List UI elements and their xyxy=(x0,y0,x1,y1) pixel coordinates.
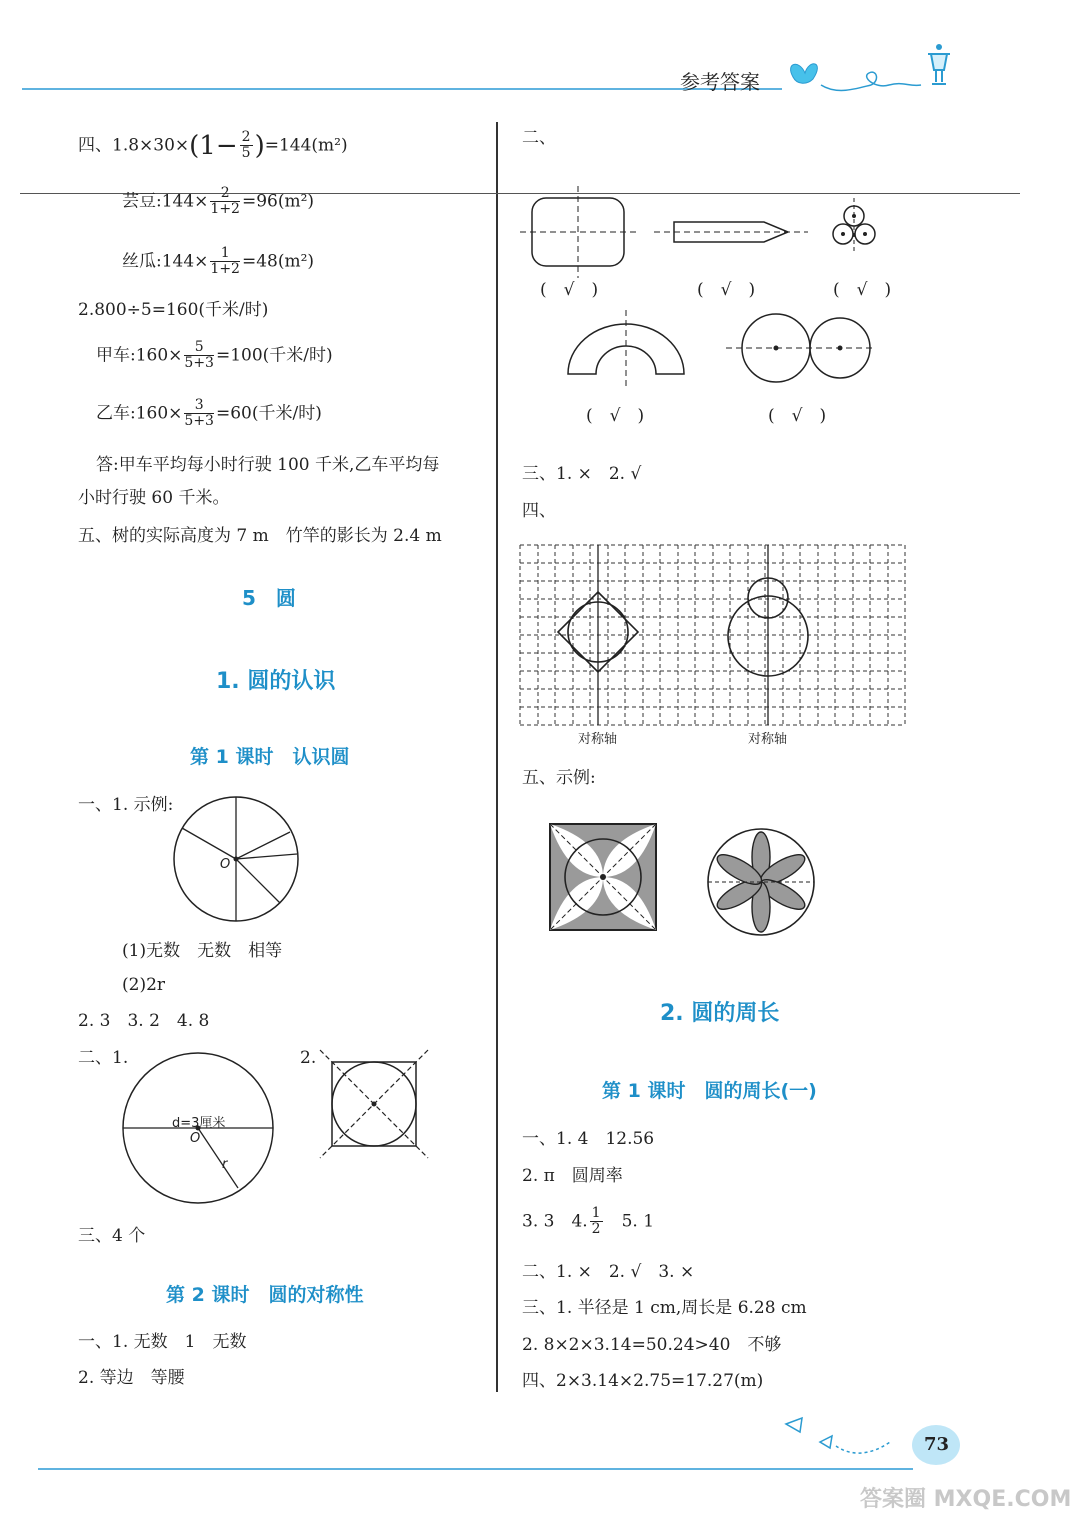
r-s5: 五、示例: xyxy=(522,768,596,788)
check-2: ( √ ) xyxy=(697,280,756,300)
footer-rule xyxy=(38,1468,913,1470)
r-q2: 2. π 圆周率 xyxy=(522,1166,623,1186)
l2-q1: 一、1. 无数 1 无数 xyxy=(78,1332,247,1352)
r-s2b: 二、1. × 2. √ 3. × xyxy=(522,1262,695,1282)
lesson2-title: 第 2 课时 圆的对称性 xyxy=(166,1284,364,1306)
center-o-label: O xyxy=(190,1131,201,1146)
r-s3b: 三、1. 半径是 1 cm,周长是 6.28 cm xyxy=(522,1298,807,1318)
car-b: 乙车:160× $\frac{3}{5+3}$ =60(千米/时) xyxy=(96,397,322,430)
l1-s2-q2: 2. xyxy=(300,1048,317,1068)
s5-answer: 五、树的实际高度为 7 m 竹竿的影长为 2.4 m xyxy=(78,526,442,546)
chapter-title: 5 圆 xyxy=(242,586,296,610)
lamp-icon xyxy=(922,42,956,92)
column-divider xyxy=(496,122,498,1392)
circle-radii-figure xyxy=(168,796,304,926)
l2-q2: 2. 等边 等腰 xyxy=(78,1368,185,1388)
pattern-square-figure xyxy=(548,822,660,934)
section1-title: 1. 圆的认识 xyxy=(216,669,336,694)
answer-line1: 答:甲车平均每小时行驶 100 千米,乙车平均每 xyxy=(96,455,440,475)
axis-label-2: 对称轴 xyxy=(748,732,788,747)
page-number: 73 xyxy=(924,1434,950,1455)
r-s4b: 四、2×3.14×2.75=17.27(m) xyxy=(522,1371,764,1391)
check-4: ( √ ) xyxy=(586,406,645,426)
s4-potato: 芸豆:144× $\frac{2}{1+2}$ =96(m²) xyxy=(122,185,315,218)
symmetry-figures-row2 xyxy=(560,310,880,390)
radius-label: r xyxy=(222,1157,228,1172)
r-s2: 二、 xyxy=(522,128,556,148)
l1-q234: 2. 3 3. 2 4. 8 xyxy=(78,1011,210,1031)
pattern-flower-figure xyxy=(706,827,816,937)
check-5: ( √ ) xyxy=(768,406,827,426)
s4-q1: 四、1.8×30×(1− $\frac{2}{5}$ )=144(m²) xyxy=(78,129,348,162)
l1-s2: 二、1. xyxy=(78,1048,129,1068)
bird-icon xyxy=(780,1412,920,1462)
axis-label-1: 对称轴 xyxy=(578,732,618,747)
check-3: ( √ ) xyxy=(833,280,892,300)
l1-q1: 一、1. 示例: xyxy=(78,795,174,815)
section2-title: 2. 圆的周长 xyxy=(660,1001,780,1026)
r-q1: 一、1. 4 12.56 xyxy=(522,1129,655,1149)
l1-sub2: (2)2r xyxy=(122,975,166,995)
circle-center-label: O xyxy=(220,857,231,872)
grid-figure xyxy=(520,545,905,725)
header-rule xyxy=(22,88,782,90)
lesson1-title: 第 1 课时 认识圆 xyxy=(190,746,350,768)
l1-s3: 三、4 个 xyxy=(78,1226,146,1246)
diameter-label: d=3厘米 xyxy=(172,1116,226,1131)
r-s3: 三、1. × 2. √ xyxy=(522,464,642,484)
r-lesson-title: 第 1 课时 圆的周长(一) xyxy=(602,1080,817,1102)
check-1: ( √ ) xyxy=(540,280,599,300)
r-q3: 3. 3 4. $\frac{1}{2}$ 5. 1 xyxy=(522,1205,655,1238)
s4-q2: 2.800÷5=160(千米/时) xyxy=(78,300,269,320)
header-title: 参考答案 xyxy=(680,70,760,94)
l1-sub1: (1)无数 无数 相等 xyxy=(122,941,283,961)
inscribed-circle-figure xyxy=(318,1048,430,1160)
r-s3b-2: 2. 8×2×3.14=50.24>40 不够 xyxy=(522,1335,782,1355)
watermark: 答案圈 MXQE.COM xyxy=(860,1487,1071,1512)
s4-melon: 丝瓜:144× $\frac{1}{1+2}$ =48(m²) xyxy=(122,245,315,278)
car-a: 甲车:160× $\frac{5}{5+3}$ =100(千米/时) xyxy=(96,339,333,372)
r-s4: 四、 xyxy=(522,501,556,521)
answer-line2: 小时行驶 60 千米。 xyxy=(78,488,230,508)
